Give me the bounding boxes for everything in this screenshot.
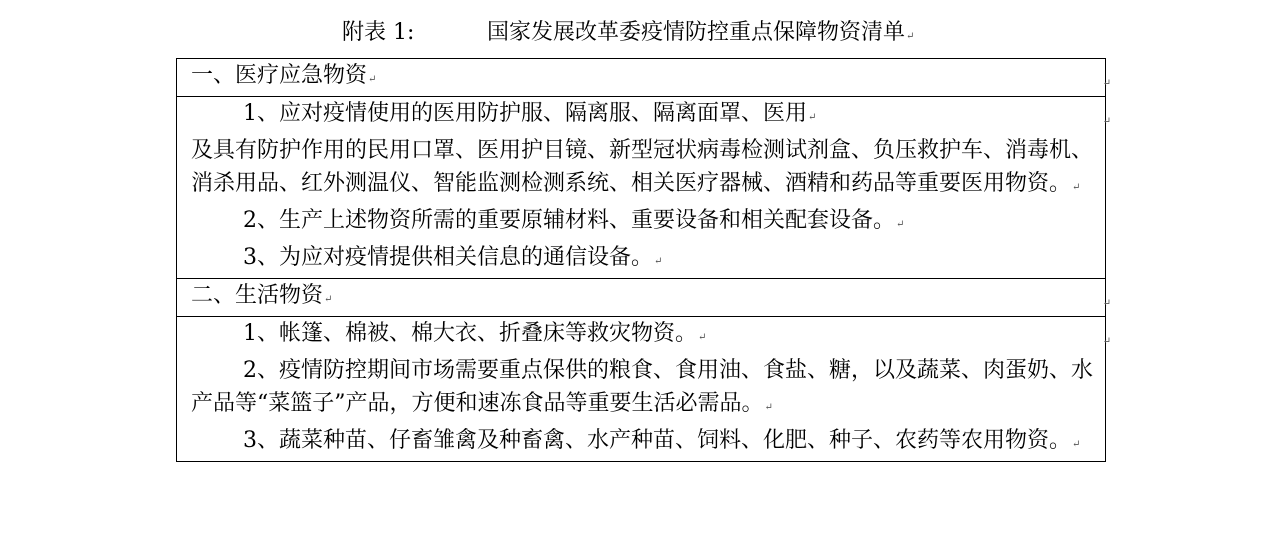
paragraph-mark-icon: ↵ [808, 112, 817, 123]
section-body-medical [177, 97, 1111, 279]
list-item-text: 2、生产上述物资所需的重要原辅材料、重要设备和相关配套设备。 [243, 208, 895, 233]
list-item [191, 354, 1093, 424]
section-heading-medical [177, 59, 1111, 97]
section-heading-text: 一、医疗应急物资 [191, 63, 368, 88]
paragraph-mark-icon: ↵ [1072, 439, 1081, 450]
list-item-text: 3、蔬菜种苗、仔畜雏禽及种畜禽、水产种苗、饲料、化肥、种子、农药等农用物资。 [243, 428, 1071, 453]
row-end-mark-icon: ↵ [1102, 78, 1111, 89]
paragraph-mark-icon: ↵ [764, 402, 773, 413]
list-item [191, 204, 1093, 241]
paragraph-mark-icon: ↵ [906, 31, 915, 42]
section-heading-row [177, 59, 1106, 97]
section-body-row [177, 317, 1106, 462]
paragraph-mark-icon: ↵ [324, 294, 333, 305]
list-item-text: 2、疫情防控期间市场需要重点保供的粮食、食用油、食盐、糖，以及蔬菜、肉蛋奶、水产品等“菜篮子”产品，方便和速冻食品等重要生活必需品。 [191, 358, 1093, 416]
row-end-mark-icon: ↵ [1102, 116, 1111, 127]
list-item-text: 1、帐篷、棉被、棉大衣、折叠床等救灾物资。 [243, 321, 697, 346]
list-item [191, 424, 1093, 461]
section-heading-row [177, 279, 1106, 317]
section-heading-text: 二、生活物资 [191, 283, 324, 308]
list-item-text: 3、为应对疫情提供相关信息的通信设备。 [243, 245, 653, 270]
title-text [487, 18, 914, 52]
list-item [191, 97, 1093, 134]
paragraph-mark-icon: ↵ [368, 74, 377, 85]
list-item [191, 241, 1093, 278]
section-body-row [177, 97, 1106, 279]
paragraph-mark-icon: ↵ [896, 219, 905, 230]
appendix-label: 附表 1: [342, 20, 415, 45]
list-item-text: 1、应对疫情使用的医用防护服、隔离服、隔离面罩、医用 [243, 101, 807, 126]
list-item-text: 及具有防护作用的民用口罩、医用护目镜、新型冠状病毒检测试剂盒、负压救护车、消毒机、消杀用品、红外测温仪、智能监测检测系统、相关医疗器械、酒精和药品等重要医用物资。 [191, 138, 1094, 196]
materials-table [176, 58, 1111, 462]
paragraph-mark-icon: ↵ [654, 256, 663, 267]
section-body-living [177, 317, 1111, 462]
section-heading-living [177, 279, 1111, 317]
paragraph-mark-icon: ↵ [1072, 182, 1081, 193]
paragraph-mark-icon: ↵ [698, 332, 707, 343]
row-end-mark-icon: ↵ [1102, 336, 1111, 347]
title-text-content: 国家发展改革委疫情防控重点保障物资清单 [487, 20, 906, 45]
list-item [191, 317, 1093, 354]
row-end-mark-icon: ↵ [1102, 298, 1111, 309]
list-item [191, 134, 1093, 204]
